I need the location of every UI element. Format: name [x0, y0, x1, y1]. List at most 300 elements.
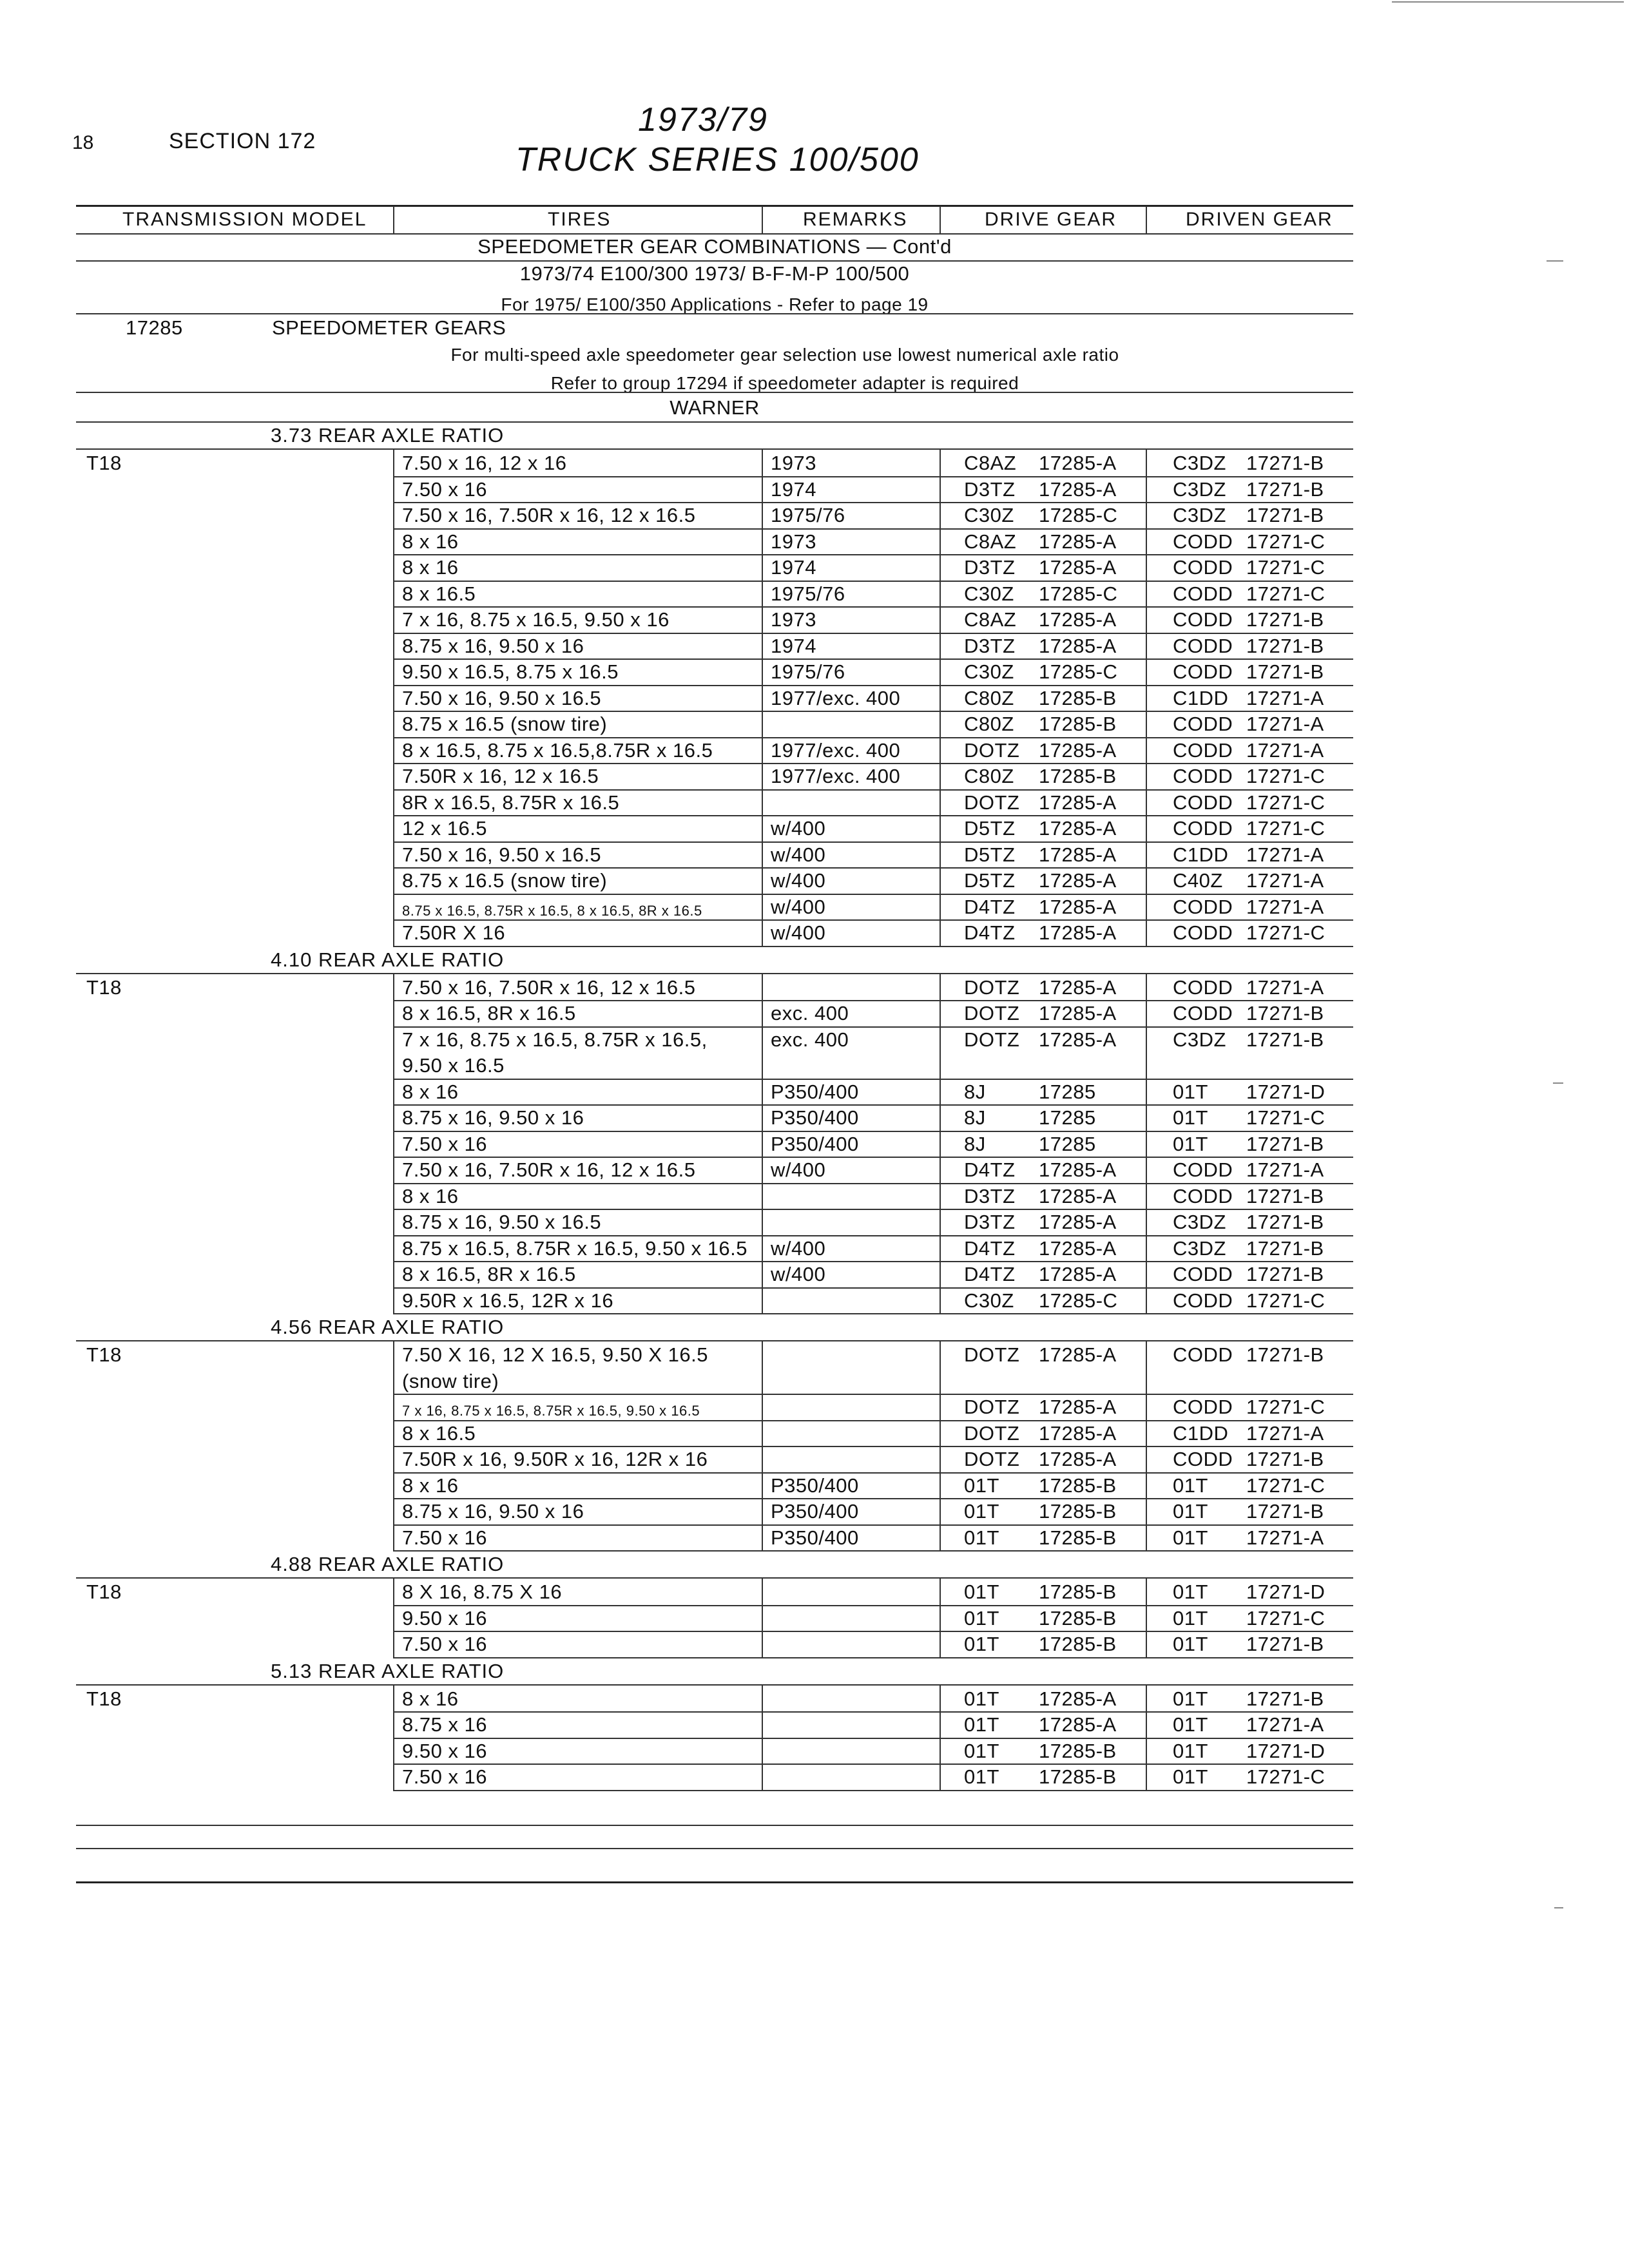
remarks: exc. 400 — [771, 1002, 849, 1024]
drive-gear-prefix: DOTZ — [964, 738, 1020, 762]
col-divider — [393, 1686, 394, 1790]
tire-size: 8 x 16 — [402, 530, 459, 553]
driven-gear-prefix: C40Z — [1173, 869, 1223, 892]
driven-gear-prefix: C3DZ — [1173, 1028, 1226, 1051]
drive-gear-number: 17285-A — [1039, 556, 1117, 579]
drive-gear-number: 17285-C — [1039, 660, 1118, 683]
drive-gear-prefix: 01T — [964, 1765, 999, 1788]
table-row — [393, 1472, 1353, 1474]
heading-line3: For 1975/ E100/350 Applications - Refer to page 19 — [501, 294, 929, 314]
drive-gear-number: 17285-A — [1039, 975, 1117, 999]
col-tires: TIRES — [548, 209, 612, 230]
tire-size: 8 x 16 — [402, 1184, 459, 1207]
remarks: 1973 — [771, 608, 816, 631]
driven-gear-prefix: CODD — [1173, 765, 1233, 787]
tire-size: 8 x 16.5 — [402, 1421, 476, 1445]
drive-gear-number: 17285-C — [1039, 582, 1118, 605]
tire-size: 7.50 x 16 — [402, 1526, 488, 1549]
driven-gear-number: 17271-D — [1246, 1581, 1325, 1603]
tire-size: 8 x 16.5, 8R x 16.5 — [402, 1263, 576, 1285]
remarks: w/400 — [771, 895, 826, 918]
drive-gear-number: 17285-A — [1039, 1448, 1117, 1470]
table-row — [393, 1313, 1353, 1314]
tire-size: 7 x 16, 8.75 x 16.5, 8.75R x 16.5, 9.50 x 16.5 — [402, 1403, 700, 1419]
driven-gear-prefix: C3DZ — [1173, 452, 1226, 474]
driven-gear-number: 17271-C — [1246, 1396, 1325, 1418]
driven-gear-prefix: 01T — [1173, 1500, 1208, 1523]
driven-gear-number: 17271-C — [1246, 1289, 1325, 1312]
driven-gear-number: 17271-B — [1246, 452, 1324, 474]
col-transmission-model: TRANSMISSION MODEL — [122, 209, 367, 230]
remarks: w/400 — [771, 1263, 826, 1285]
driven-gear-number: 17271-C — [1246, 1765, 1325, 1788]
transmission-model: T18 — [86, 452, 122, 474]
table-row — [393, 1605, 1353, 1606]
transmission-model: T18 — [86, 1343, 122, 1366]
driven-gear-prefix: CODD — [1173, 713, 1233, 735]
transmission-model: T18 — [86, 1581, 122, 1603]
driven-gear-number: 17271-C — [1246, 921, 1325, 944]
drive-gear-number: 17285-A — [1039, 1343, 1117, 1366]
drive-gear-number: 17285-A — [1039, 608, 1117, 631]
driven-gear-number: 17271-B — [1246, 1132, 1324, 1155]
col-divider — [762, 1341, 763, 1550]
tire-size: 8.75 x 16.5, 8.75R x 16.5, 8 x 16.5, 8R x 16.5 — [402, 902, 702, 919]
remarks: P350/400 — [771, 1080, 859, 1103]
drive-gear-number: 17285-B — [1039, 713, 1117, 735]
drive-gear-number: 17285-A — [1039, 477, 1117, 501]
driven-gear-number: 17271-A — [1246, 1713, 1324, 1736]
ratio-rule — [76, 1684, 1353, 1686]
driven-gear-number: 17271-C — [1246, 817, 1325, 840]
remarks: P350/400 — [771, 1526, 859, 1549]
remarks: 1975/76 — [771, 660, 845, 683]
remarks: 1975/76 — [771, 504, 845, 526]
driven-gear-prefix: C3DZ — [1173, 1236, 1226, 1260]
driven-gear-prefix: CODD — [1173, 634, 1233, 657]
heading-line1: SPEEDOMETER GEAR COMBINATIONS — Cont'd — [477, 235, 952, 258]
tire-size: 7.50 x 16 — [402, 1132, 488, 1155]
driven-gear-number: 17271-B — [1246, 634, 1324, 657]
driven-gear-number: 17271-B — [1246, 1184, 1324, 1207]
drive-gear-number: 17285-B — [1039, 1500, 1117, 1523]
tire-size: 12 x 16.5 — [402, 817, 488, 840]
driven-gear-number: 17271-B — [1246, 608, 1324, 631]
col-divider — [762, 450, 763, 946]
tire-size: 7.50 x 16 — [402, 477, 488, 501]
driven-gear-prefix: CODD — [1173, 1448, 1233, 1470]
part-name: SPEEDOMETER GEARS — [272, 316, 506, 339]
table-row — [393, 1631, 1353, 1632]
table-row — [393, 1131, 1353, 1132]
table-row — [393, 1657, 1353, 1658]
margin-tick — [1553, 1082, 1563, 1084]
drive-gear-prefix: D3TZ — [964, 634, 1016, 657]
drive-gear-prefix: D3TZ — [964, 556, 1016, 579]
drive-gear-number: 17285-A — [1039, 530, 1117, 553]
driven-gear-prefix: 01T — [1173, 1713, 1208, 1736]
drive-gear-prefix: 01T — [964, 1713, 999, 1736]
tire-size: 7.50 x 16, 7.50R x 16, 12 x 16.5 — [402, 504, 696, 526]
tire-size: 9.50 x 16.5, 8.75 x 16.5 — [402, 660, 619, 683]
driven-gear-prefix: CODD — [1173, 895, 1233, 918]
driven-gear-number: 17271-B — [1246, 1343, 1324, 1366]
drive-gear-prefix: D4TZ — [964, 921, 1016, 944]
tire-size: 8 x 16 — [402, 556, 459, 579]
drive-gear-prefix: 01T — [964, 1500, 999, 1523]
drive-gear-prefix: D4TZ — [964, 1263, 1016, 1285]
drive-gear-number: 17285-A — [1039, 1184, 1117, 1207]
axle-ratio-heading: 4.56 REAR AXLE RATIO — [271, 1316, 505, 1338]
drive-gear-number: 17285-B — [1039, 1474, 1117, 1497]
driven-gear-prefix: 01T — [1173, 1106, 1208, 1129]
remarks: 1977/exc. 400 — [771, 738, 901, 762]
driven-gear-number: 17271-B — [1246, 1687, 1324, 1710]
remarks: P350/400 — [771, 1500, 859, 1523]
page-title — [490, 100, 941, 180]
driven-gear-prefix: CODD — [1173, 975, 1233, 999]
axle-ratio-heading: 5.13 REAR AXLE RATIO — [271, 1659, 505, 1682]
drive-gear-prefix: C30Z — [964, 582, 1014, 605]
driven-gear-prefix: CODD — [1173, 530, 1233, 553]
col-divider — [762, 1579, 763, 1657]
driven-gear-number: 17271-D — [1246, 1739, 1325, 1762]
col-remarks: REMARKS — [803, 209, 908, 230]
table-row — [393, 1550, 1353, 1552]
drive-gear-number: 17285-A — [1039, 452, 1117, 474]
tire-size: 7.50 x 16 — [402, 1765, 488, 1788]
tire-size: 8 x 16 — [402, 1474, 459, 1497]
driven-gear-prefix: CODD — [1173, 1263, 1233, 1285]
drive-gear-number: 17285-A — [1039, 634, 1117, 657]
col-divider — [762, 206, 763, 233]
tire-size: 8 x 16 — [402, 1687, 459, 1710]
margin-tick — [1547, 260, 1563, 262]
drive-gear-prefix: 8J — [964, 1106, 986, 1129]
driven-gear-number: 17271-B — [1246, 1500, 1324, 1523]
footer-rule — [76, 1825, 1353, 1826]
part-note-multispeed: For multi-speed axle speedometer gear selection use lowest numerical axle ratio — [450, 345, 1119, 365]
part-number: 17285 — [126, 316, 183, 339]
tire-size: 8 X 16, 8.75 X 16 — [402, 1581, 563, 1603]
drive-gear-prefix: D5TZ — [964, 817, 1016, 840]
driven-gear-prefix: CODD — [1173, 660, 1233, 683]
driven-gear-number: 17271-A — [1246, 1421, 1324, 1445]
drive-gear-prefix: C30Z — [964, 660, 1014, 683]
drive-gear-number: 17285-B — [1039, 1526, 1117, 1549]
driven-gear-prefix: C3DZ — [1173, 1211, 1226, 1233]
remarks: 1974 — [771, 634, 816, 657]
tire-size: 8 x 16.5 — [402, 582, 476, 605]
table-row — [393, 1790, 1353, 1791]
drive-gear-prefix: C30Z — [964, 504, 1014, 526]
remarks: P350/400 — [771, 1106, 859, 1129]
drive-gear-number: 17285-A — [1039, 869, 1117, 892]
driven-gear-number: 17271-C — [1246, 765, 1325, 787]
drive-gear-number: 17285-B — [1039, 1739, 1117, 1762]
drive-gear-number: 17285-B — [1039, 1606, 1117, 1629]
drive-gear-prefix: C8AZ — [964, 452, 1017, 474]
drive-gear-number: 17285 — [1039, 1106, 1096, 1129]
table-top-rule — [76, 205, 1353, 207]
drive-gear-prefix: 01T — [964, 1474, 999, 1497]
driven-gear-number: 17271-B — [1246, 1263, 1324, 1285]
driven-gear-number: 17271-B — [1246, 1236, 1324, 1260]
drive-gear-prefix: 01T — [964, 1606, 999, 1629]
col-divider — [940, 1579, 941, 1657]
tire-size: 7.50 x 16, 9.50 x 16.5 — [402, 686, 602, 709]
drive-gear-number: 17285-A — [1039, 1028, 1117, 1051]
col-divider — [940, 450, 941, 946]
tire-size: 8.75 x 16, 9.50 x 16 — [402, 1500, 584, 1523]
drive-gear-number: 17285-A — [1039, 1211, 1117, 1233]
driven-gear-number: 17271-A — [1246, 1526, 1324, 1549]
drive-gear-number: 17285-A — [1039, 921, 1117, 944]
drive-gear-number: 17285-A — [1039, 895, 1117, 918]
driven-gear-prefix: 01T — [1173, 1765, 1208, 1788]
heading-rule — [76, 313, 1353, 314]
scan-edge-mark — [1392, 1, 1624, 3]
tire-size: 9.50 x 16 — [402, 1606, 488, 1629]
tire-size: 8.75 x 16.5, 8.75R x 16.5, 9.50 x 16.5 — [402, 1236, 748, 1260]
tire-size-cont: 9.50 x 16.5 — [402, 1054, 505, 1077]
driven-gear-prefix: CODD — [1173, 1289, 1233, 1312]
driven-gear-prefix: 01T — [1173, 1080, 1208, 1103]
col-divider — [393, 206, 394, 233]
tire-size: 7.50 x 16, 9.50 x 16.5 — [402, 843, 602, 866]
axle-ratio-heading: 4.10 REAR AXLE RATIO — [271, 948, 505, 971]
driven-gear-prefix: C3DZ — [1173, 504, 1226, 526]
col-drive-gear: DRIVE GEAR — [985, 209, 1117, 230]
driven-gear-prefix: C1DD — [1173, 686, 1229, 709]
driven-gear-number: 17271-C — [1246, 556, 1325, 579]
tire-size: 7.50 x 16, 12 x 16 — [402, 452, 567, 474]
drive-gear-number: 17285-A — [1039, 1396, 1117, 1418]
tire-size: 8 x 16 — [402, 1080, 459, 1103]
col-divider — [1146, 206, 1147, 233]
axle-ratio-heading: 3.73 REAR AXLE RATIO — [271, 424, 505, 447]
col-divider — [1146, 450, 1147, 946]
remarks: 1973 — [771, 452, 816, 474]
tire-size: 8R x 16.5, 8.75R x 16.5 — [402, 791, 620, 814]
table-row — [393, 1079, 1353, 1080]
drive-gear-number: 17285 — [1039, 1132, 1096, 1155]
col-divider — [940, 974, 941, 1314]
title-series: TRUCK SERIES 100/500 — [516, 141, 920, 178]
drive-gear-prefix: D4TZ — [964, 1158, 1016, 1181]
remarks: w/400 — [771, 869, 826, 892]
footer-rule — [76, 1848, 1353, 1849]
driven-gear-prefix: C1DD — [1173, 1421, 1229, 1445]
col-divider — [393, 1341, 394, 1550]
drive-gear-prefix: D3TZ — [964, 477, 1016, 501]
ratio-rule — [76, 1340, 1353, 1341]
ratio-rule — [76, 448, 1353, 450]
driven-gear-number: 17271-B — [1246, 1211, 1324, 1233]
axle-ratio-heading: 4.88 REAR AXLE RATIO — [271, 1553, 505, 1575]
driven-gear-number: 17271-A — [1246, 975, 1324, 999]
section-label: SECTION 172 — [169, 129, 316, 153]
drive-gear-prefix: DOTZ — [964, 1028, 1020, 1051]
driven-gear-prefix: 01T — [1173, 1132, 1208, 1155]
driven-gear-number: 17271-C — [1246, 582, 1325, 605]
driven-gear-number: 17271-B — [1246, 504, 1324, 526]
drive-gear-number: 17285-A — [1039, 1236, 1117, 1260]
tire-size: 8.75 x 16 — [402, 1713, 488, 1736]
col-divider — [1146, 1341, 1147, 1550]
tire-size: 8.75 x 16.5 (snow tire) — [402, 713, 608, 735]
driven-gear-number: 17271-A — [1246, 843, 1324, 866]
driven-gear-number: 17271-A — [1246, 869, 1324, 892]
drive-gear-prefix: 01T — [964, 1687, 999, 1710]
remarks: w/400 — [771, 1236, 826, 1260]
driven-gear-number: 17271-B — [1246, 1028, 1324, 1051]
driven-gear-prefix: 01T — [1173, 1526, 1208, 1549]
driven-gear-number: 17271-C — [1246, 791, 1325, 814]
drive-gear-prefix: DOTZ — [964, 1343, 1020, 1366]
drive-gear-prefix: D4TZ — [964, 895, 1016, 918]
drive-gear-number: 17285-B — [1039, 1581, 1117, 1603]
driven-gear-number: 17271-A — [1246, 713, 1324, 735]
manufacturer: WARNER — [670, 396, 760, 419]
col-divider — [940, 206, 941, 233]
drive-gear-number: 17285-A — [1039, 1158, 1117, 1181]
driven-gear-prefix: C3DZ — [1173, 477, 1226, 501]
driven-gear-prefix: 01T — [1173, 1687, 1208, 1710]
tire-size: 7 x 16, 8.75 x 16.5, 9.50 x 16 — [402, 608, 670, 631]
col-divider — [393, 974, 394, 1314]
drive-gear-number: 17285-A — [1039, 817, 1117, 840]
driven-gear-prefix: CODD — [1173, 1396, 1233, 1418]
tire-size: 7.50R x 16, 12 x 16.5 — [402, 765, 599, 787]
part-note-adapter: Refer to group 17294 if speedometer adapter is required — [550, 373, 1019, 393]
drive-gear-number: 17285-B — [1039, 1633, 1117, 1655]
drive-gear-number: 17285-A — [1039, 843, 1117, 866]
drive-gear-number: 17285-A — [1039, 1421, 1117, 1445]
ratio-rule — [76, 1577, 1353, 1579]
drive-gear-number: 17285-B — [1039, 686, 1117, 709]
driven-gear-prefix: CODD — [1173, 582, 1233, 605]
drive-gear-prefix: C80Z — [964, 765, 1014, 787]
table-row — [393, 1524, 1353, 1526]
tire-size: 8.75 x 16, 9.50 x 16 — [402, 634, 584, 657]
remarks: exc. 400 — [771, 1028, 849, 1051]
remarks: w/400 — [771, 921, 826, 944]
drive-gear-prefix: 8J — [964, 1080, 986, 1103]
drive-gear-number: 17285-A — [1039, 1002, 1117, 1024]
drive-gear-prefix: D5TZ — [964, 843, 1016, 866]
remarks: P350/400 — [771, 1474, 859, 1497]
remarks: w/400 — [771, 817, 826, 840]
driven-gear-prefix: CODD — [1173, 817, 1233, 840]
tire-size: 7.50 X 16, 12 X 16.5, 9.50 X 16.5 — [402, 1343, 708, 1366]
page-number: 18 — [72, 132, 94, 153]
remarks: 1977/exc. 400 — [771, 765, 901, 787]
drive-gear-number: 17285-A — [1039, 738, 1117, 762]
drive-gear-prefix: C8AZ — [964, 608, 1017, 631]
table-row — [393, 1711, 1353, 1713]
tire-size-cont: (snow tire) — [402, 1369, 499, 1392]
drive-gear-prefix: DOTZ — [964, 1002, 1020, 1024]
col-divider — [762, 1686, 763, 1790]
driven-gear-number: 17271-B — [1246, 1633, 1324, 1655]
tire-size: 7.50 x 16, 7.50R x 16, 12 x 16.5 — [402, 1158, 696, 1181]
drive-gear-prefix: 01T — [964, 1581, 999, 1603]
remarks: w/400 — [771, 843, 826, 866]
col-divider — [1146, 1686, 1147, 1790]
driven-gear-number: 17271-B — [1246, 660, 1324, 683]
drive-gear-prefix: D4TZ — [964, 1236, 1016, 1260]
title-years: 1973/79 — [638, 101, 768, 139]
col-driven-gear: DRIVEN GEAR — [1186, 209, 1333, 230]
driven-gear-prefix: CODD — [1173, 556, 1233, 579]
driven-gear-prefix: 01T — [1173, 1633, 1208, 1655]
tire-size: 9.50 x 16 — [402, 1739, 488, 1762]
ratio-rule — [76, 973, 1353, 974]
drive-gear-prefix: D3TZ — [964, 1211, 1016, 1233]
drive-gear-number: 17285-B — [1039, 765, 1117, 787]
driven-gear-prefix: CODD — [1173, 738, 1233, 762]
drive-gear-prefix: C30Z — [964, 1289, 1014, 1312]
transmission-model: T18 — [86, 1687, 122, 1710]
driven-gear-prefix: 01T — [1173, 1474, 1208, 1497]
table-row — [393, 1763, 1353, 1765]
col-divider — [393, 1579, 394, 1657]
drive-gear-number: 17285-A — [1039, 1687, 1117, 1710]
drive-gear-prefix: C80Z — [964, 713, 1014, 735]
col-divider — [940, 1341, 941, 1550]
drive-gear-number: 17285-A — [1039, 1263, 1117, 1285]
driven-gear-prefix: 01T — [1173, 1606, 1208, 1629]
drive-gear-prefix: 8J — [964, 1132, 986, 1155]
driven-gear-number: 17271-D — [1246, 1080, 1325, 1103]
col-divider — [762, 974, 763, 1314]
driven-gear-number: 17271-C — [1246, 1106, 1325, 1129]
tire-size: 8.75 x 16, 9.50 x 16.5 — [402, 1211, 602, 1233]
transmission-model: T18 — [86, 975, 122, 999]
driven-gear-prefix: CODD — [1173, 1158, 1233, 1181]
tire-size: 9.50R x 16.5, 12R x 16 — [402, 1289, 614, 1312]
tire-size: 7.50 x 16, 7.50R x 16, 12 x 16.5 — [402, 975, 696, 999]
drive-gear-number: 17285-A — [1039, 1713, 1117, 1736]
drive-gear-prefix: DOTZ — [964, 791, 1020, 814]
col-divider — [1146, 1579, 1147, 1657]
driven-gear-number: 17271-A — [1246, 738, 1324, 762]
heading-line2: 1973/74 E100/300 1973/ B-F-M-P 100/500 — [519, 262, 910, 285]
remarks: P350/400 — [771, 1132, 859, 1155]
remarks: 1975/76 — [771, 582, 845, 605]
tire-size: 7.50R x 16, 9.50R x 16, 12R x 16 — [402, 1448, 708, 1470]
remarks: 1974 — [771, 477, 816, 501]
margin-tick — [1554, 1907, 1563, 1908]
driven-gear-number: 17271-B — [1246, 477, 1324, 501]
driven-gear-number: 17271-A — [1246, 686, 1324, 709]
drive-gear-number: 17285-A — [1039, 791, 1117, 814]
drive-gear-prefix: C80Z — [964, 686, 1014, 709]
driven-gear-prefix: CODD — [1173, 1002, 1233, 1024]
driven-gear-number: 17271-A — [1246, 895, 1324, 918]
drive-gear-number: 17285-C — [1039, 1289, 1118, 1312]
tire-size: 7 x 16, 8.75 x 16.5, 8.75R x 16.5, — [402, 1028, 708, 1051]
drive-gear-prefix: C8AZ — [964, 530, 1017, 553]
driven-gear-prefix: CODD — [1173, 608, 1233, 631]
manufacturer-rule — [76, 421, 1353, 423]
tire-size: 7.50 x 16 — [402, 1633, 488, 1655]
driven-gear-prefix: 01T — [1173, 1581, 1208, 1603]
driven-gear-number: 17271-B — [1246, 1002, 1324, 1024]
col-divider — [393, 450, 394, 946]
drive-gear-prefix: D5TZ — [964, 869, 1016, 892]
